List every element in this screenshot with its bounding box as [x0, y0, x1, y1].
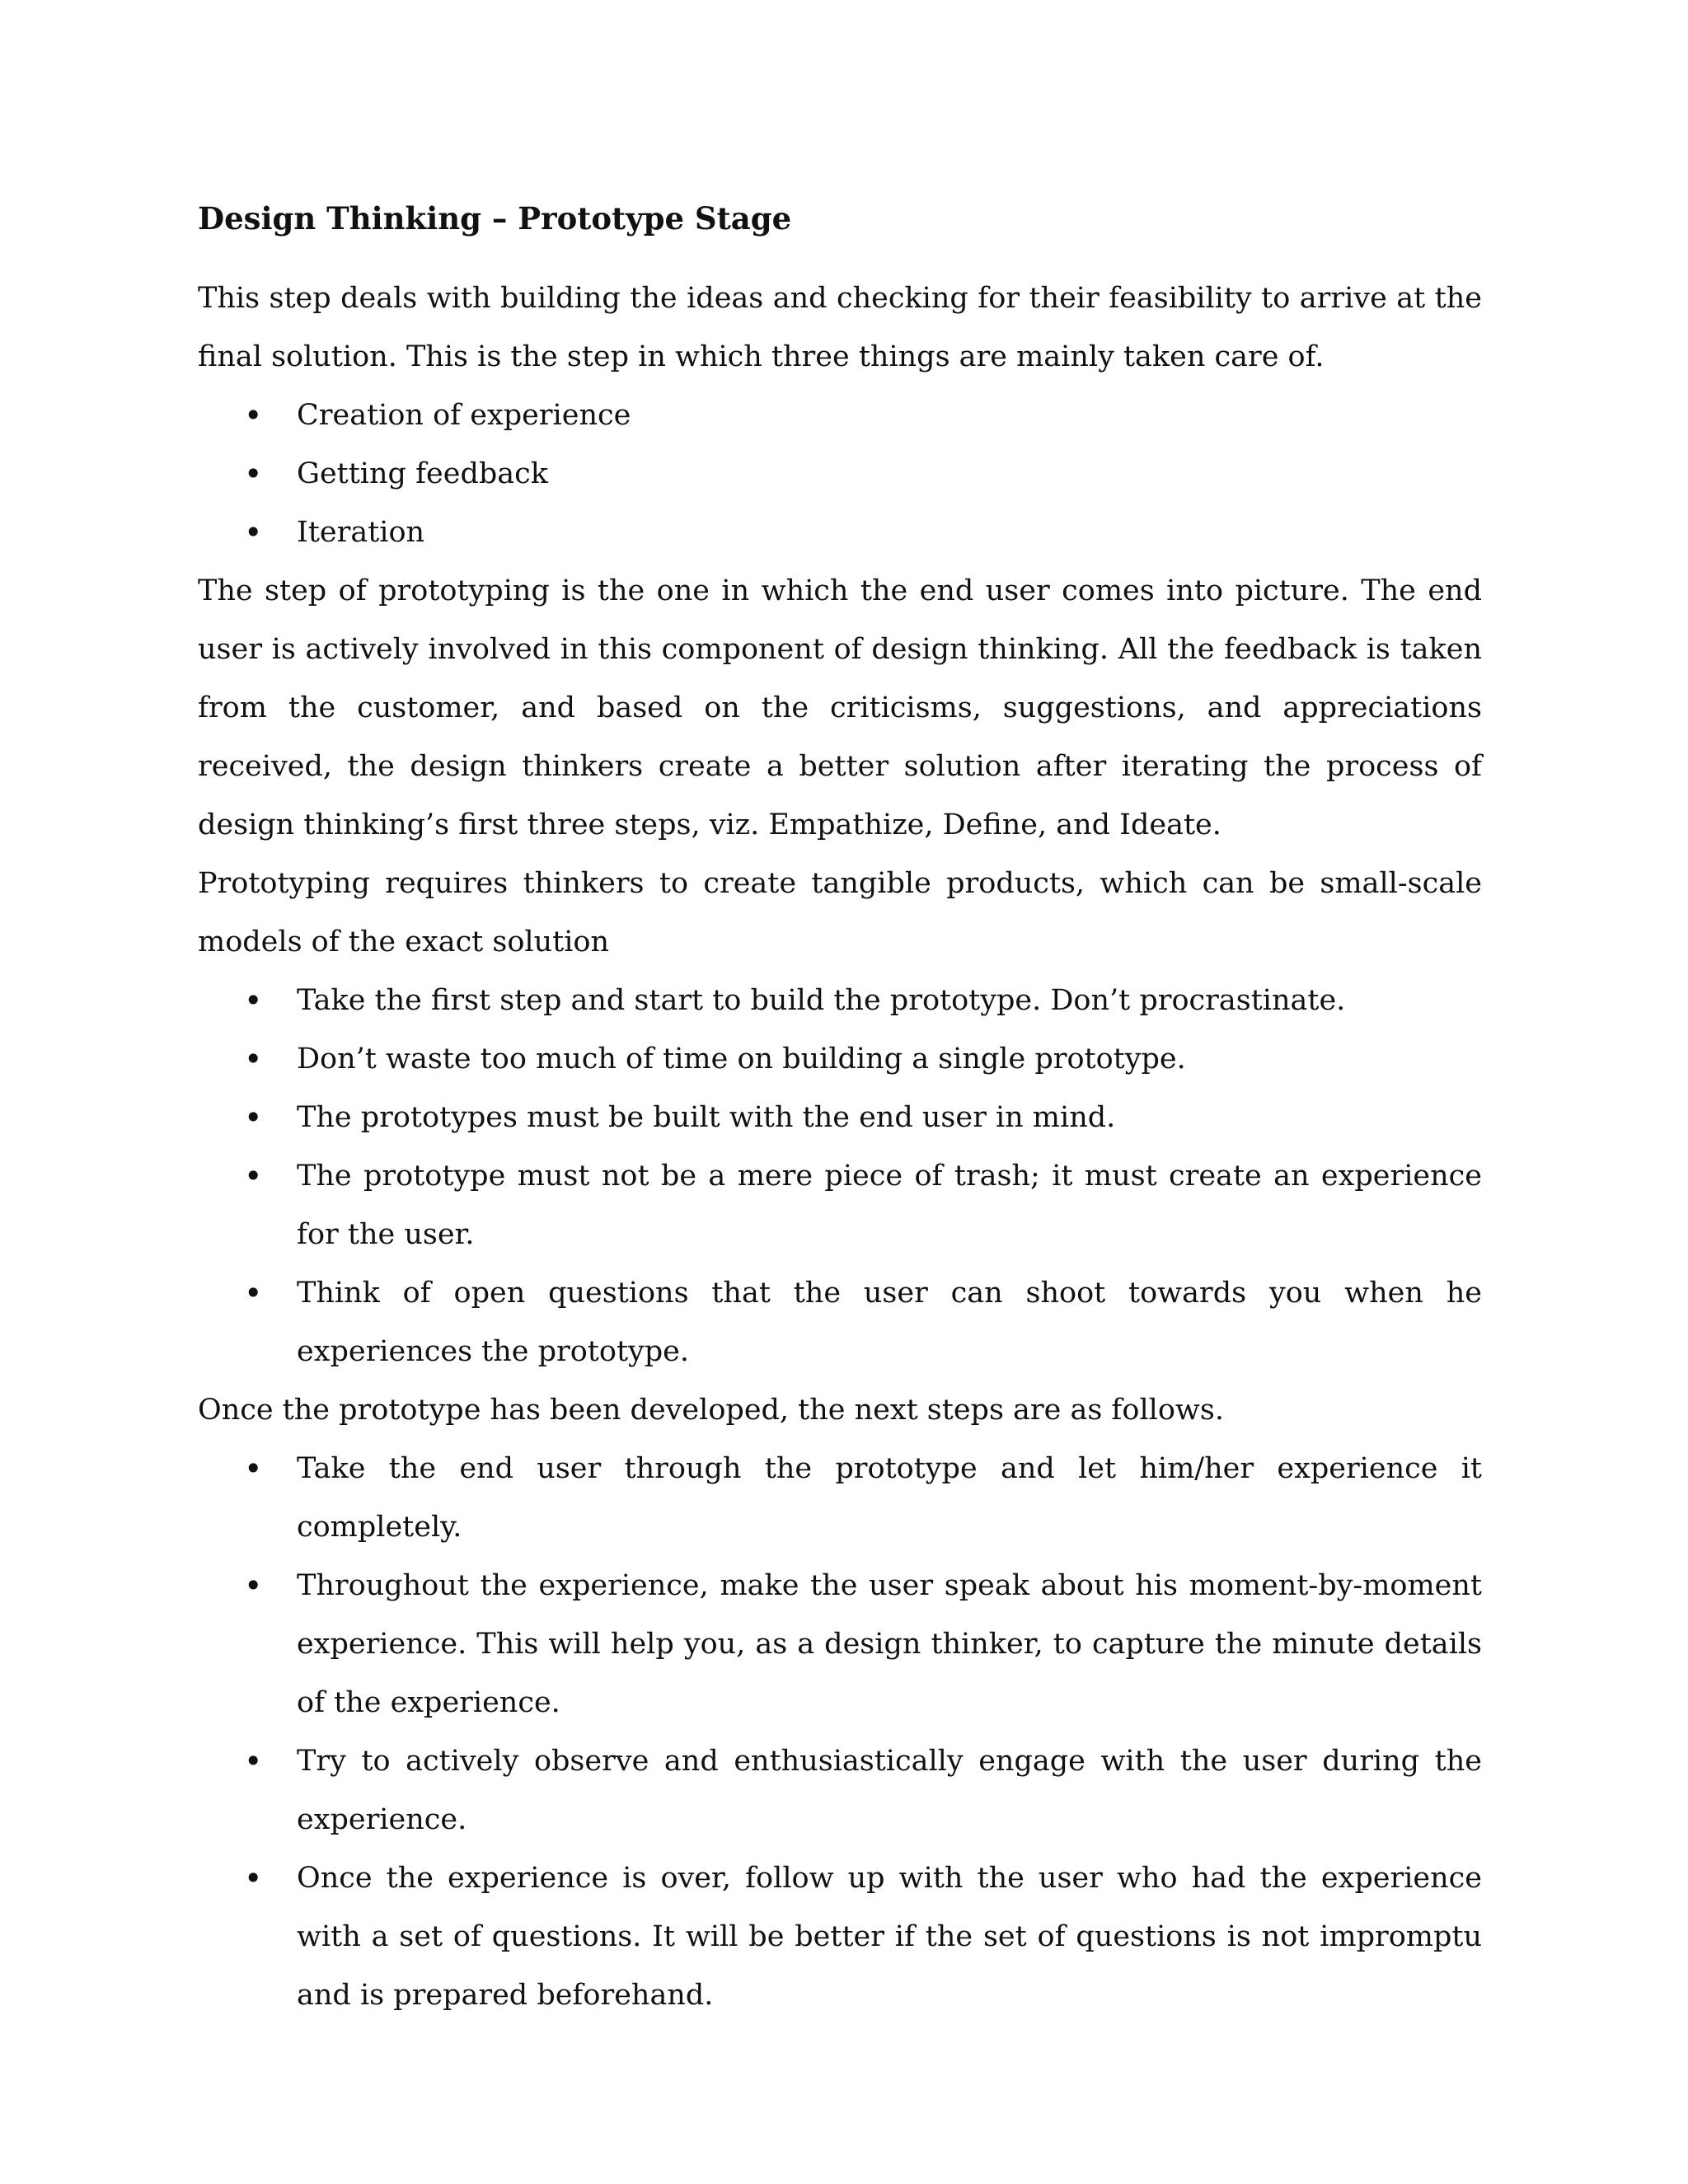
list-item-text: Once the experience is over, follow up with the user who had the experience with a set of questions. It will be better if the set of questions is not impromptu and is prepared beforehand.	[297, 1862, 1482, 2012]
list-item	[244, 387, 1482, 445]
list-item-text: Don’t waste too much of time on building a single prototype.	[297, 1043, 1186, 1076]
bullet-list-next-steps	[198, 1440, 1482, 2025]
list-item	[244, 1732, 1482, 1849]
list-item	[244, 1089, 1482, 1147]
prototyping-paragraph: Prototyping requires thinkers to create tangible products, which can be small-scale models of the exact solution	[198, 867, 1482, 958]
bullet-list-stages	[198, 387, 1482, 562]
intro-paragraph: This step deals with building the ideas and checking for their feasibility to arrive at the final solution. This is the step in which three things are mainly taken care of.	[198, 282, 1482, 373]
list-item-text: The prototypes must be built with the end user in mind.	[297, 1101, 1116, 1134]
bullet-icon: •	[244, 397, 263, 434]
bullet-list-tips	[198, 972, 1482, 1381]
list-item-text: Creation of experience	[297, 399, 631, 432]
bullet-icon: •	[244, 1275, 263, 1311]
list-item-text: Iteration	[297, 516, 425, 549]
list-item	[244, 1147, 1482, 1264]
list-item	[244, 1557, 1482, 1732]
document-page	[198, 194, 1482, 2025]
bullet-icon: •	[244, 1743, 263, 1779]
bullet-icon: •	[244, 1451, 263, 1487]
bullet-icon: •	[244, 982, 263, 1019]
bullet-icon: •	[244, 1568, 263, 1604]
list-item-text: Take the end user through the prototype and let him/her experience it completely.	[297, 1452, 1482, 1544]
bullet-icon: •	[244, 456, 263, 492]
list-item	[244, 445, 1482, 504]
bullet-icon: •	[244, 514, 263, 551]
bullet-icon: •	[244, 1860, 263, 1896]
next-steps-paragraph: Once the prototype has been developed, the next steps are as follows.	[198, 1394, 1224, 1427]
list-item	[244, 1440, 1482, 1557]
bullet-icon: •	[244, 1041, 263, 1077]
list-item	[244, 1264, 1482, 1381]
list-item	[244, 972, 1482, 1030]
list-item	[244, 504, 1482, 562]
list-item-text: The prototype must not be a mere piece of trash; it must create an experience for the user.	[297, 1160, 1482, 1251]
list-item-text: Take the first step and start to build the prototype. Don’t procrastinate.	[297, 984, 1346, 1017]
bullet-icon: •	[244, 1099, 263, 1136]
list-item-text: Try to actively observe and enthusiastically engage with the user during the experience.	[297, 1745, 1482, 1836]
list-item	[244, 1030, 1482, 1089]
list-item	[244, 1849, 1482, 2025]
list-item-text: Throughout the experience, make the user speak about his moment-by-moment experience. This will help you, as a design thinker, to capture the minute details of the experience.	[297, 1569, 1482, 1719]
list-item-text: Getting feedback	[297, 457, 548, 490]
list-item-text: Think of open questions that the user can shoot towards you when he experiences the prototype.	[297, 1277, 1482, 1368]
page-title: Design Thinking – Prototype Stage	[198, 200, 792, 237]
bullet-icon: •	[244, 1158, 263, 1194]
end-user-paragraph: The step of prototyping is the one in which the end user comes into picture. The end user is actively involved in this component of design thinking. All the feedback is taken from the customer, and based on the criticisms, suggestions, and appreciations received, the design thinkers create a better solution after iterating the process of design thinking’s first three steps, viz. Empathize, Define, and Ideate.	[198, 574, 1482, 841]
